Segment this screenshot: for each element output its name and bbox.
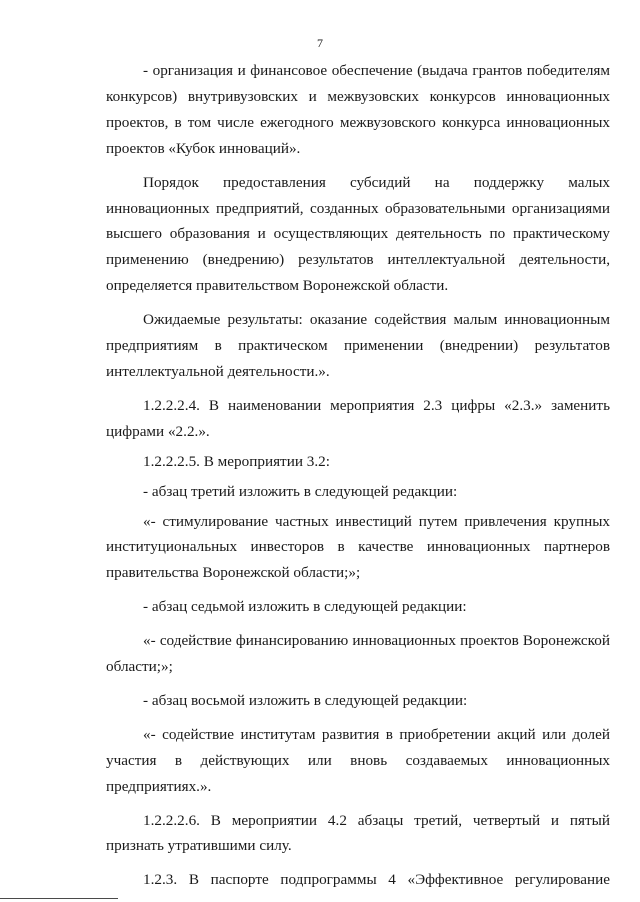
document-body [106, 58, 610, 893]
paragraph-third-clause [106, 479, 610, 505]
text-line: проектов, в том числе ежегодного межвузовского конкурса инновационных [106, 113, 610, 131]
text-line: применению (внедрению) результатов интеллектуальной деятельности, [106, 251, 610, 269]
text-line: области;»; [106, 658, 173, 676]
text-line: правительства Воронежской области;»; [106, 564, 361, 582]
text-line: Порядок предоставления субсидий на поддержку малых [143, 173, 610, 191]
text-line: - организация и финансовое обеспечение (выдача грантов победителям [143, 62, 610, 79]
paragraph-organization [106, 58, 610, 162]
text-line: - абзац седьмой изложить в следующей редакции: [143, 598, 467, 616]
text-line: интеллектуальной деятельности.». [106, 362, 330, 380]
text-line: «- содействие институтам развития в приобретении акций или долей [143, 725, 610, 743]
text-line: высшего образования и осуществляющих деятельность по практическому [106, 225, 610, 243]
paragraph-seventh-clause [106, 594, 610, 620]
text-line: предприятиях.». [106, 777, 212, 795]
text-line: цифрами «2.2.». [106, 422, 210, 440]
paragraph-item-1-2-3 [106, 867, 610, 893]
paragraph-expected-results [106, 307, 610, 385]
text-line: «- стимулирование частных инвестиций путем привлечения крупных [143, 512, 610, 530]
text-line: определяется правительством Воронежской области. [106, 277, 449, 295]
text-line: конкурсов) внутривузовских и межвузовских конкурсов инновационных [106, 87, 610, 105]
paragraph-eighth-clause [106, 688, 610, 714]
text-line: 1.2.2.2.4. В наименовании мероприятия 2.3 цифры «2.3.» заменить [143, 396, 610, 414]
paragraph-private-investment [106, 509, 610, 587]
text-line: 1.2.2.2.6. В мероприятии 4.2 абзацы третий, четвертый и пятый [143, 811, 610, 829]
paragraph-item-1-2-2-2-5 [106, 449, 610, 475]
text-line: предприятиям в практическом применении (внедрении) результатов [106, 337, 610, 355]
paragraph-development-institutes [106, 722, 610, 800]
text-line: признать утратившими силу. [106, 837, 292, 855]
text-line: институциональных инвесторов в качестве инновационных партнеров [106, 538, 610, 556]
text-line: 1.2.3. В паспорте подпрограммы 4 «Эффективное регулирование [143, 871, 610, 889]
paragraph-project-financing [106, 628, 610, 680]
text-line: - абзац восьмой изложить в следующей редакции: [143, 691, 468, 709]
footer-rule [0, 898, 118, 899]
paragraph-item-1-2-2-2-6 [106, 808, 610, 860]
text-line: 1.2.2.2.5. В мероприятии 3.2: [143, 452, 330, 470]
paragraph-subsidy-procedure [106, 170, 610, 300]
text-line: проектов «Кубок инноваций». [106, 139, 301, 157]
text-line: инновационных предприятий, созданных образовательными организациями [106, 199, 610, 217]
text-line: Ожидаемые результаты: оказание содействия малым инновационным [143, 311, 610, 329]
text-line: участия в действующих или вновь создаваемых инновационных [106, 751, 610, 769]
text-line: «- содействие финансированию инновационных проектов Воронежской [143, 632, 610, 650]
page-number: 7 [317, 36, 323, 50]
text-line: - абзац третий изложить в следующей редакции: [143, 482, 458, 500]
paragraph-item-1-2-2-2-4 [106, 393, 610, 445]
